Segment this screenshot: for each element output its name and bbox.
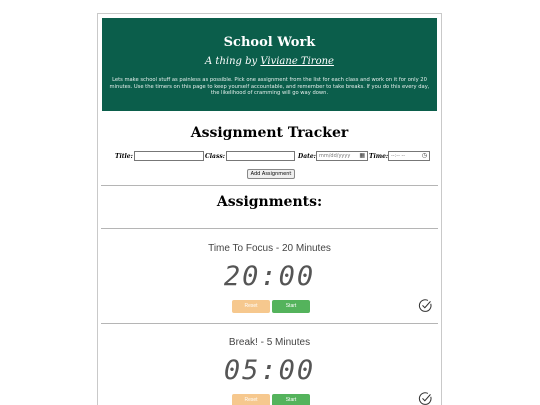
section-divider [101,323,438,324]
check-circle-icon[interactable] [418,298,433,313]
timer-display: 20:00 [223,261,316,292]
class-label: Class: [205,153,225,160]
section-divider [101,228,438,229]
reset-button[interactable]: Reset [232,394,270,405]
date-placeholder: mm/dd/yyyy [319,153,351,159]
title-input[interactable] [134,151,204,161]
calendar-icon[interactable]: ▦ [359,152,365,159]
check-circle-icon[interactable] [418,391,433,405]
add-assignment-button[interactable]: Add Assignment [247,169,295,179]
start-button[interactable]: Start [272,300,310,313]
timer-display: 05:00 [223,355,316,386]
reset-button[interactable]: Reset [232,300,270,313]
subtitle-prefix: A thing by [205,56,261,67]
time-input[interactable] [388,151,430,161]
site-title: School Work [223,35,316,50]
start-button[interactable]: Start [272,394,310,405]
author-link[interactable]: Viviane Tirone [260,56,334,67]
assignment-form [98,150,441,164]
clock-icon[interactable]: ◷ [421,152,427,159]
section-divider [101,185,438,186]
site-subtitle [102,56,437,67]
title-label: Title: [115,153,133,160]
time-placeholder: --:-- -- [391,153,406,159]
assignments-title: Assignments: [216,194,323,210]
date-input[interactable] [316,151,368,161]
site-description: Lets make school stuff as painless as possible. Pick one assignment from the list for each class and work on it for only 20 minutes. Use the timers on this page to keep yourself accountable, and remember to take breaks. If you do this every day, the likelihood of cramming will go way down. [109,77,430,96]
time-label: Time: [369,153,389,160]
timer-label: Break! - 5 Minutes [228,337,311,348]
tracker-title: Assignment Tracker [190,125,349,141]
class-input[interactable] [226,151,295,161]
page-container [97,13,442,405]
timer-label: Time To Focus - 20 Minutes [208,243,331,254]
site-header [102,18,437,111]
date-label: Date: [298,153,316,160]
